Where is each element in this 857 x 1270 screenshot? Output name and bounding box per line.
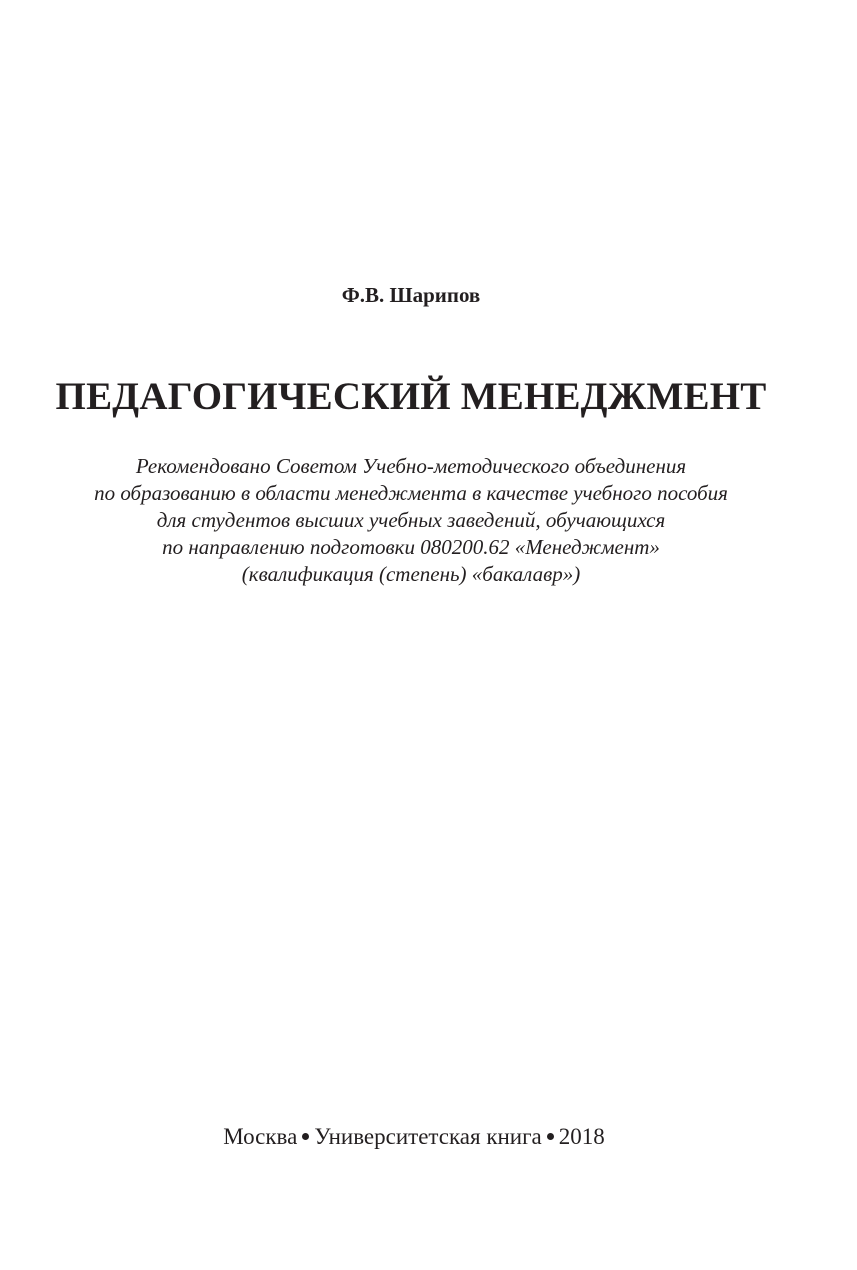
imprint-year: 2018 [558,1124,605,1149]
recommendation-note [0,453,822,588]
author-name: Ф.В. Шарипов [341,283,481,307]
imprint-publisher: Университетская книга [314,1124,542,1149]
imprint-city: Москва [223,1124,298,1149]
book-title: ПЕДАГОГИЧЕСКИЙ МЕНЕДЖМЕНТ [55,375,767,418]
imprint [0,1122,828,1152]
recommendation-line: для студентов высших учебных заведений, обучающихся [156,508,666,532]
recommendation-line: Рекомендовано Советом Учебно-методического объединения [135,454,687,478]
recommendation-line: по образованию в области менеджмента в качестве учебного пособия [94,481,728,505]
bullet-separator-icon [302,1133,309,1140]
bullet-separator-icon [547,1133,554,1140]
recommendation-line: по направлению подготовки 080200.62 «Менеджмент» [162,535,660,559]
recommendation-line: (квалификация (степень) «бакалавр») [241,562,581,586]
